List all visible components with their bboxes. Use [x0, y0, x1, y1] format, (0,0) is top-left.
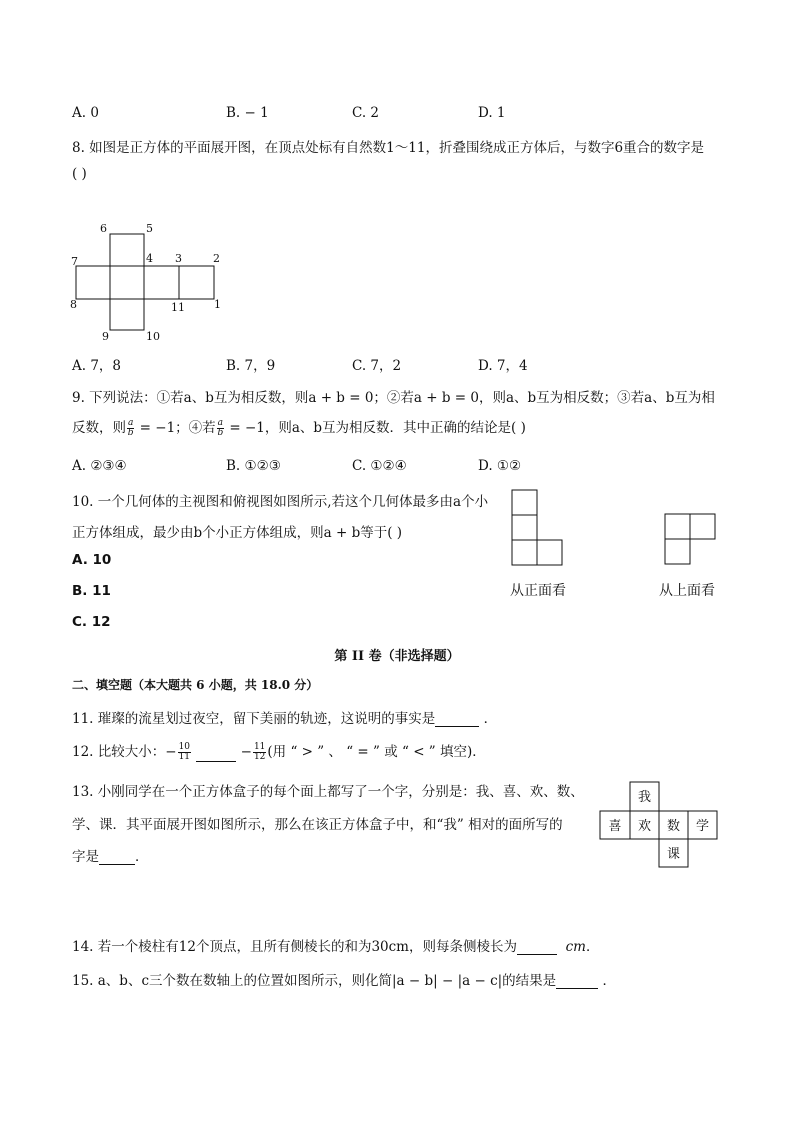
net-char-xi: 喜 [608, 819, 622, 834]
front-view-figure [510, 488, 570, 570]
q8-option-c: C. 7，2 [352, 358, 402, 374]
vertex-label: 10 [146, 330, 160, 343]
q8-option-a: A. 7，8 [72, 358, 122, 374]
answer-blank [99, 850, 135, 865]
q12-stem: 12. 比较大小：− $\frac{10}{11}$ − $\frac{11}{12}$ (用 “ > ” 、 “ = ” 或 “ < ” 填空)． [72, 742, 486, 762]
net-square-bottom [110, 299, 144, 330]
q10-stem-line2: 正方体组成，最少由b个小正方体组成，则a + b等于( ) [72, 525, 403, 541]
answer-blank [196, 747, 236, 762]
cube-net-figure [66, 218, 236, 348]
vertex-label: 9 [102, 330, 109, 343]
q9-option-b: B. ①②③ [226, 458, 281, 474]
q15-stem: 15. a、b、c三个数在数轴上的位置如图所示，则化简|a − b| − |a − c|的结果是 ． [72, 973, 616, 989]
q9-option-a: A. ②③④ [72, 458, 127, 474]
fraction-11-12: $\frac{11}{12}$ [253, 742, 266, 762]
word-cube-net-figure [598, 780, 722, 870]
net-char-ke: 课 [666, 847, 681, 862]
top-view-figure [663, 512, 723, 570]
fraction-a-over-b: $\frac{a}{b}$ [127, 418, 134, 438]
net-square-right2 [179, 266, 214, 299]
q10-option-a: A. 10 [72, 552, 112, 568]
vertex-label: 3 [175, 252, 182, 265]
vertex-label: 1 [214, 298, 221, 311]
net-square-center [110, 266, 144, 299]
top-view-caption: 从上面看 [659, 583, 715, 599]
vertex-label: 5 [146, 222, 153, 235]
q10-option-b: B. 11 [72, 583, 111, 599]
net-square-right1 [144, 266, 179, 299]
answer-blank [517, 940, 557, 955]
vertex-label: 6 [100, 222, 107, 235]
fraction-10-11: $\frac{10}{11}$ [178, 742, 191, 762]
answer-blank [435, 712, 479, 727]
q10-stem-line1: 10. 一个几何体的主视图和俯视图如图所示,若这个几何体最多由a个小 [72, 494, 489, 510]
q9-option-c: C. ①②④ [352, 458, 407, 474]
q7-option-a: A. 0 [72, 105, 99, 121]
q13-stem-line3: 字是 ． [72, 849, 149, 865]
section-subtitle: 二、填空题（本大题共 6 小题，共 18.0 分） [72, 678, 319, 692]
q9-stem-line1: 9. 下列说法：①若a、b互为相反数，则a + b = 0；②若a + b = 0，则a、b互为相反数；③若a、b互为相 [72, 390, 715, 406]
q8-stem-line1: 8. 如图是正方体的平面展开图，在顶点处标有自然数1～11，折叠围绕成正方体后，与数字6重合的数字是 [72, 140, 705, 156]
vertex-label: 8 [70, 298, 77, 311]
fraction-a-over-b: $\frac{a}{b}$ [217, 418, 224, 438]
q8-option-d: D. 7，4 [478, 358, 528, 374]
section-title: 第 II 卷（非选择题） [334, 649, 460, 664]
net-char-xue: 学 [695, 819, 710, 834]
answer-blank [556, 974, 598, 989]
q13-stem-line2: 学、课．其平面展开图如图所示，那么在该正方体盒子中，和“我” 相对的面所写的 [72, 817, 563, 833]
q10-option-c: C. 12 [72, 614, 111, 630]
q7-option-c: C. 2 [352, 105, 380, 121]
net-square-top [110, 234, 144, 266]
net-square-left [76, 266, 110, 299]
q7-option-b: B. − 1 [226, 105, 269, 121]
vertex-label: 4 [146, 252, 153, 265]
q8-option-b: B. 7，9 [226, 358, 276, 374]
q7-option-d: D. 1 [478, 105, 506, 121]
q8-stem-line2: ( ) [72, 166, 87, 182]
q13-stem-line1: 13. 小刚同学在一个正方体盒子的每个面上都写了一个字，分别是：我、喜、欢、数、 [72, 784, 584, 800]
q9-option-d: D. ①② [478, 458, 522, 474]
q9-stem-line2: 反数，则 $\frac{a}{b}$ = −1；④若 $\frac{a}{b}$ = −1，则a、b互为相反数．其中正确的结论是( ) [72, 418, 526, 438]
net-char-huan: 欢 [637, 819, 652, 834]
q11-stem: 11. 璀璨的流星划过夜空，留下美丽的轨迹，这说明的事实是 ． [72, 711, 498, 727]
vertex-label: 7 [71, 255, 78, 268]
q14-stem: 14. 若一个棱柱有12个顶点，且所有侧棱长的和为30cm，则每条侧棱长为 cm． [72, 939, 600, 955]
vertex-label: 11 [171, 301, 185, 314]
front-view-caption: 从正面看 [510, 583, 566, 599]
vertex-label: 2 [213, 252, 220, 265]
net-char-wo: 我 [637, 790, 652, 805]
net-char-shu: 数 [666, 819, 681, 834]
